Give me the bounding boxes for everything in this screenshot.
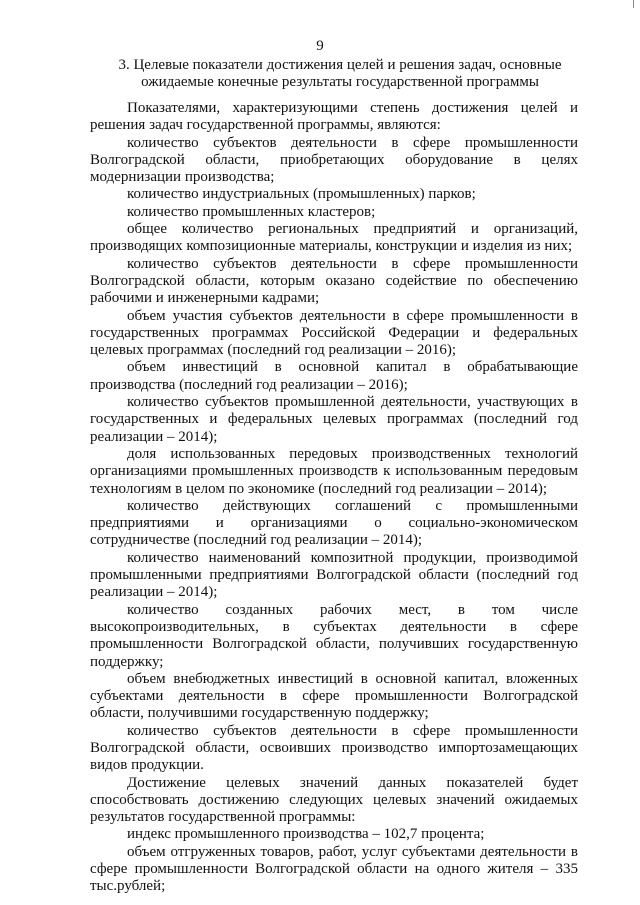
section-title-line: ожидаемые конечные результаты государственной программы bbox=[141, 74, 539, 90]
paragraph: общее количество региональных предприятий и организаций, производящих композиционные материалы, конструкции и изделия из них; bbox=[90, 221, 578, 255]
paragraph: количество субъектов деятельности в сфере промышленности Волгоградской области, приобретающих оборудование в целях модернизации производства; bbox=[90, 134, 578, 186]
section-title bbox=[96, 57, 584, 91]
paragraph: количество субъектов деятельности в сфере промышленности Волгоградской области, освоивших производство импортозамещающих видов продукции. bbox=[90, 722, 578, 774]
body-text bbox=[90, 100, 578, 896]
paragraph: объем инвестиций в основной капитал в обрабатывающие производства (последний год реализации – 2016); bbox=[90, 359, 578, 393]
paragraph: Показателями, характеризующими степень достижения целей и решения задач государственной программы, являются: bbox=[90, 100, 578, 134]
paragraph: индекс промышленного производства – 102,7 процента; bbox=[127, 826, 485, 843]
paragraph: количество промышленных кластеров; bbox=[127, 203, 376, 220]
paragraph: количество действующих соглашений с промышленными предприятиями и организациями о социально-экономическом сотрудничестве (последний год реализации – 2014); bbox=[90, 497, 578, 549]
paragraph: Достижение целевых значений данных показателей будет способствовать достижению следующих целевых значений ожидаемых результатов государственной программы: bbox=[90, 774, 578, 826]
paragraph: количество созданных рабочих мест, в том числе высокопроизводительных, в субъектах деятельности в сфере промышленности Волгоградской области, получивших государственную поддержку; bbox=[90, 601, 578, 670]
section-title-line: 3. Целевые показатели достижения целей и решения задач, основные bbox=[118, 57, 562, 73]
paragraph: количество субъектов промышленной деятельности, участвующих в государственных и федеральных целевых программах (последний год реализации – 2014); bbox=[90, 394, 578, 445]
paragraph: количество наименований композитной продукции, производимой промышленными предприятиями Волгоградской области (последний год реализации – 2014); bbox=[90, 549, 578, 601]
page-number: 9 bbox=[316, 38, 324, 54]
paragraph: количество индустриальных (промышленных) парков; bbox=[127, 186, 476, 203]
paragraph: объем внебюджетных инвестиций в основной капитал, вложенных субъектами деятельности в сфере промышленности Волгоградской области, получившими государственную поддержку; bbox=[90, 670, 578, 722]
paragraph: доля использованных передовых производственных технологий организациями промышленных производств к использованным передовым технологиям в целом по экономике (последний год реализации – 2014); bbox=[90, 445, 578, 497]
paragraph: объем участия субъектов деятельности в сфере промышленности в государственных программах Российской Федерации и федеральных целевых программах (последний год реализации – 2016); bbox=[90, 307, 578, 359]
scan-mark bbox=[633, 0, 634, 8]
paragraph: количество субъектов деятельности в сфере промышленности Волгоградской области, которым оказано содействие по обеспечению рабочими и инженерными кадрами; bbox=[90, 255, 578, 307]
paragraph: объем отгруженных товаров, работ, услуг субъектами деятельности в сфере промышленности Волгоградской области на одного жителя – 335 тыс.рублей; bbox=[90, 843, 578, 895]
